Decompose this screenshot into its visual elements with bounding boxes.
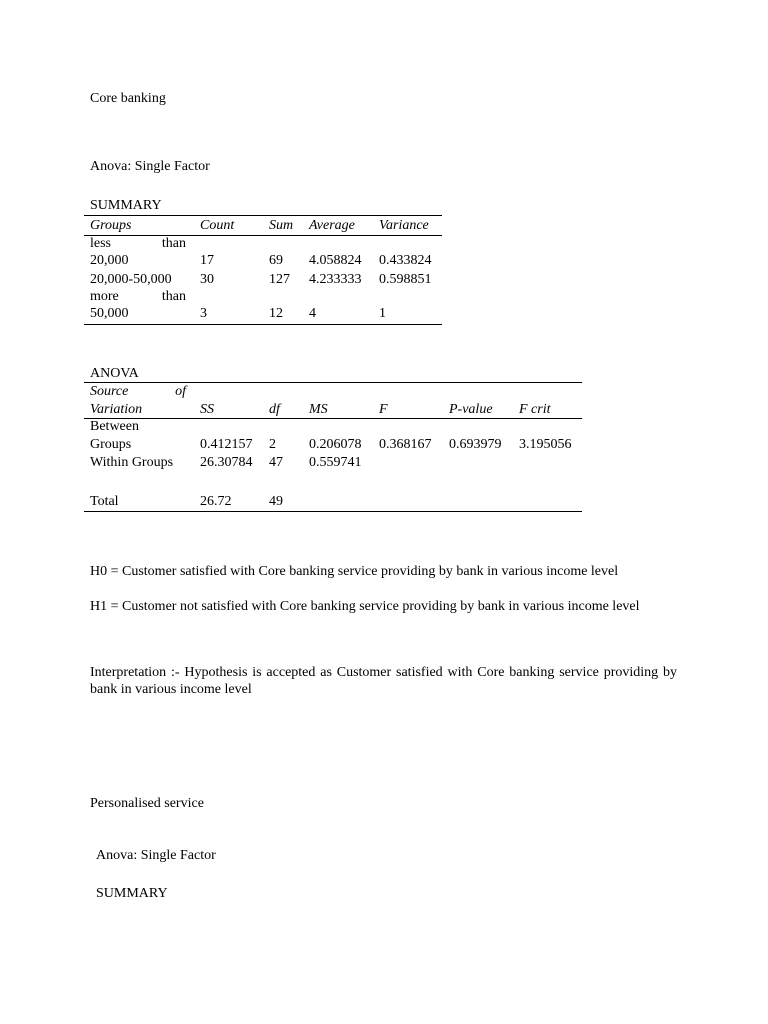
table-cell: Between [90,419,139,434]
anova-header-ss: SS [200,402,214,417]
table-cell: 1 [379,306,386,321]
table-cell: 69 [269,253,283,268]
table-cell: 2 [269,437,276,452]
summary-label: SUMMARY [96,886,168,901]
table-cell: 26.72 [200,494,232,509]
anova-header-df: df [269,402,280,417]
table-cell: 26.30784 [200,455,253,470]
table-row-group-label: less than [90,236,186,251]
anova-label: ANOVA [90,366,139,381]
table-cell: Total [90,494,119,509]
summary-top-rule [84,215,442,216]
table-cell: 4.058824 [309,253,362,268]
anova-header-ms: MS [309,402,328,417]
anova-header-fcrit: F crit [519,402,551,417]
anova-header-pvalue: P-value [449,402,493,417]
table-cell: 49 [269,494,283,509]
table-cell: 0.598851 [379,272,432,287]
table-cell: 127 [269,272,290,287]
table-cell: 4 [309,306,316,321]
table-cell: 0.412157 [200,437,253,452]
anova-header-f: F [379,402,388,417]
table-cell: 47 [269,455,283,470]
anova-title: Anova: Single Factor [96,848,216,863]
interpretation: Interpretation :- Hypothesis is accepted as Customer satisfied with Core banking service providing by bank in various income level [90,665,677,697]
summary-header-sum: Sum [269,218,294,233]
table-cell: 3.195056 [519,437,572,452]
anova-title: Anova: Single Factor [90,159,210,174]
summary-header-variance: Variance [379,218,429,233]
table-row-group-label: more than [90,289,186,304]
summary-header-count: Count [200,218,235,233]
summary-bottom-rule [84,324,442,325]
table-cell: 0.559741 [309,455,362,470]
table-cell: Groups [90,437,132,452]
table-cell: 17 [200,253,214,268]
table-cell: 0.368167 [379,437,432,452]
section-title-core-banking: Core banking [90,91,166,106]
summary-label: SUMMARY [90,198,162,213]
summary-header-groups: Groups [90,218,132,233]
table-cell: 0.693979 [449,437,502,452]
table-cell: 20,000 [90,253,129,268]
section-title-personalised-service: Personalised service [90,796,204,811]
table-cell: 50,000 [90,306,129,321]
table-cell: 0.206078 [309,437,362,452]
table-cell: 0.433824 [379,253,432,268]
summary-header-average: Average [309,218,355,233]
anova-top-rule [84,382,582,383]
table-cell: 3 [200,306,207,321]
hypothesis-h0: H0 = Customer satisfied with Core banking service providing by bank in various income level [90,564,619,579]
table-cell: 20,000-50,000 [90,272,172,287]
anova-header-source: Source of [90,384,186,399]
table-cell: 30 [200,272,214,287]
table-cell: Within Groups [90,455,174,470]
hypothesis-h1: H1 = Customer not satisfied with Core banking service providing by bank in various income level [90,599,640,614]
anova-bottom-rule [84,511,582,512]
table-cell: 4.233333 [309,272,362,287]
table-cell: 12 [269,306,283,321]
anova-header-rule [84,418,582,419]
anova-header-variation: Variation [90,402,143,417]
